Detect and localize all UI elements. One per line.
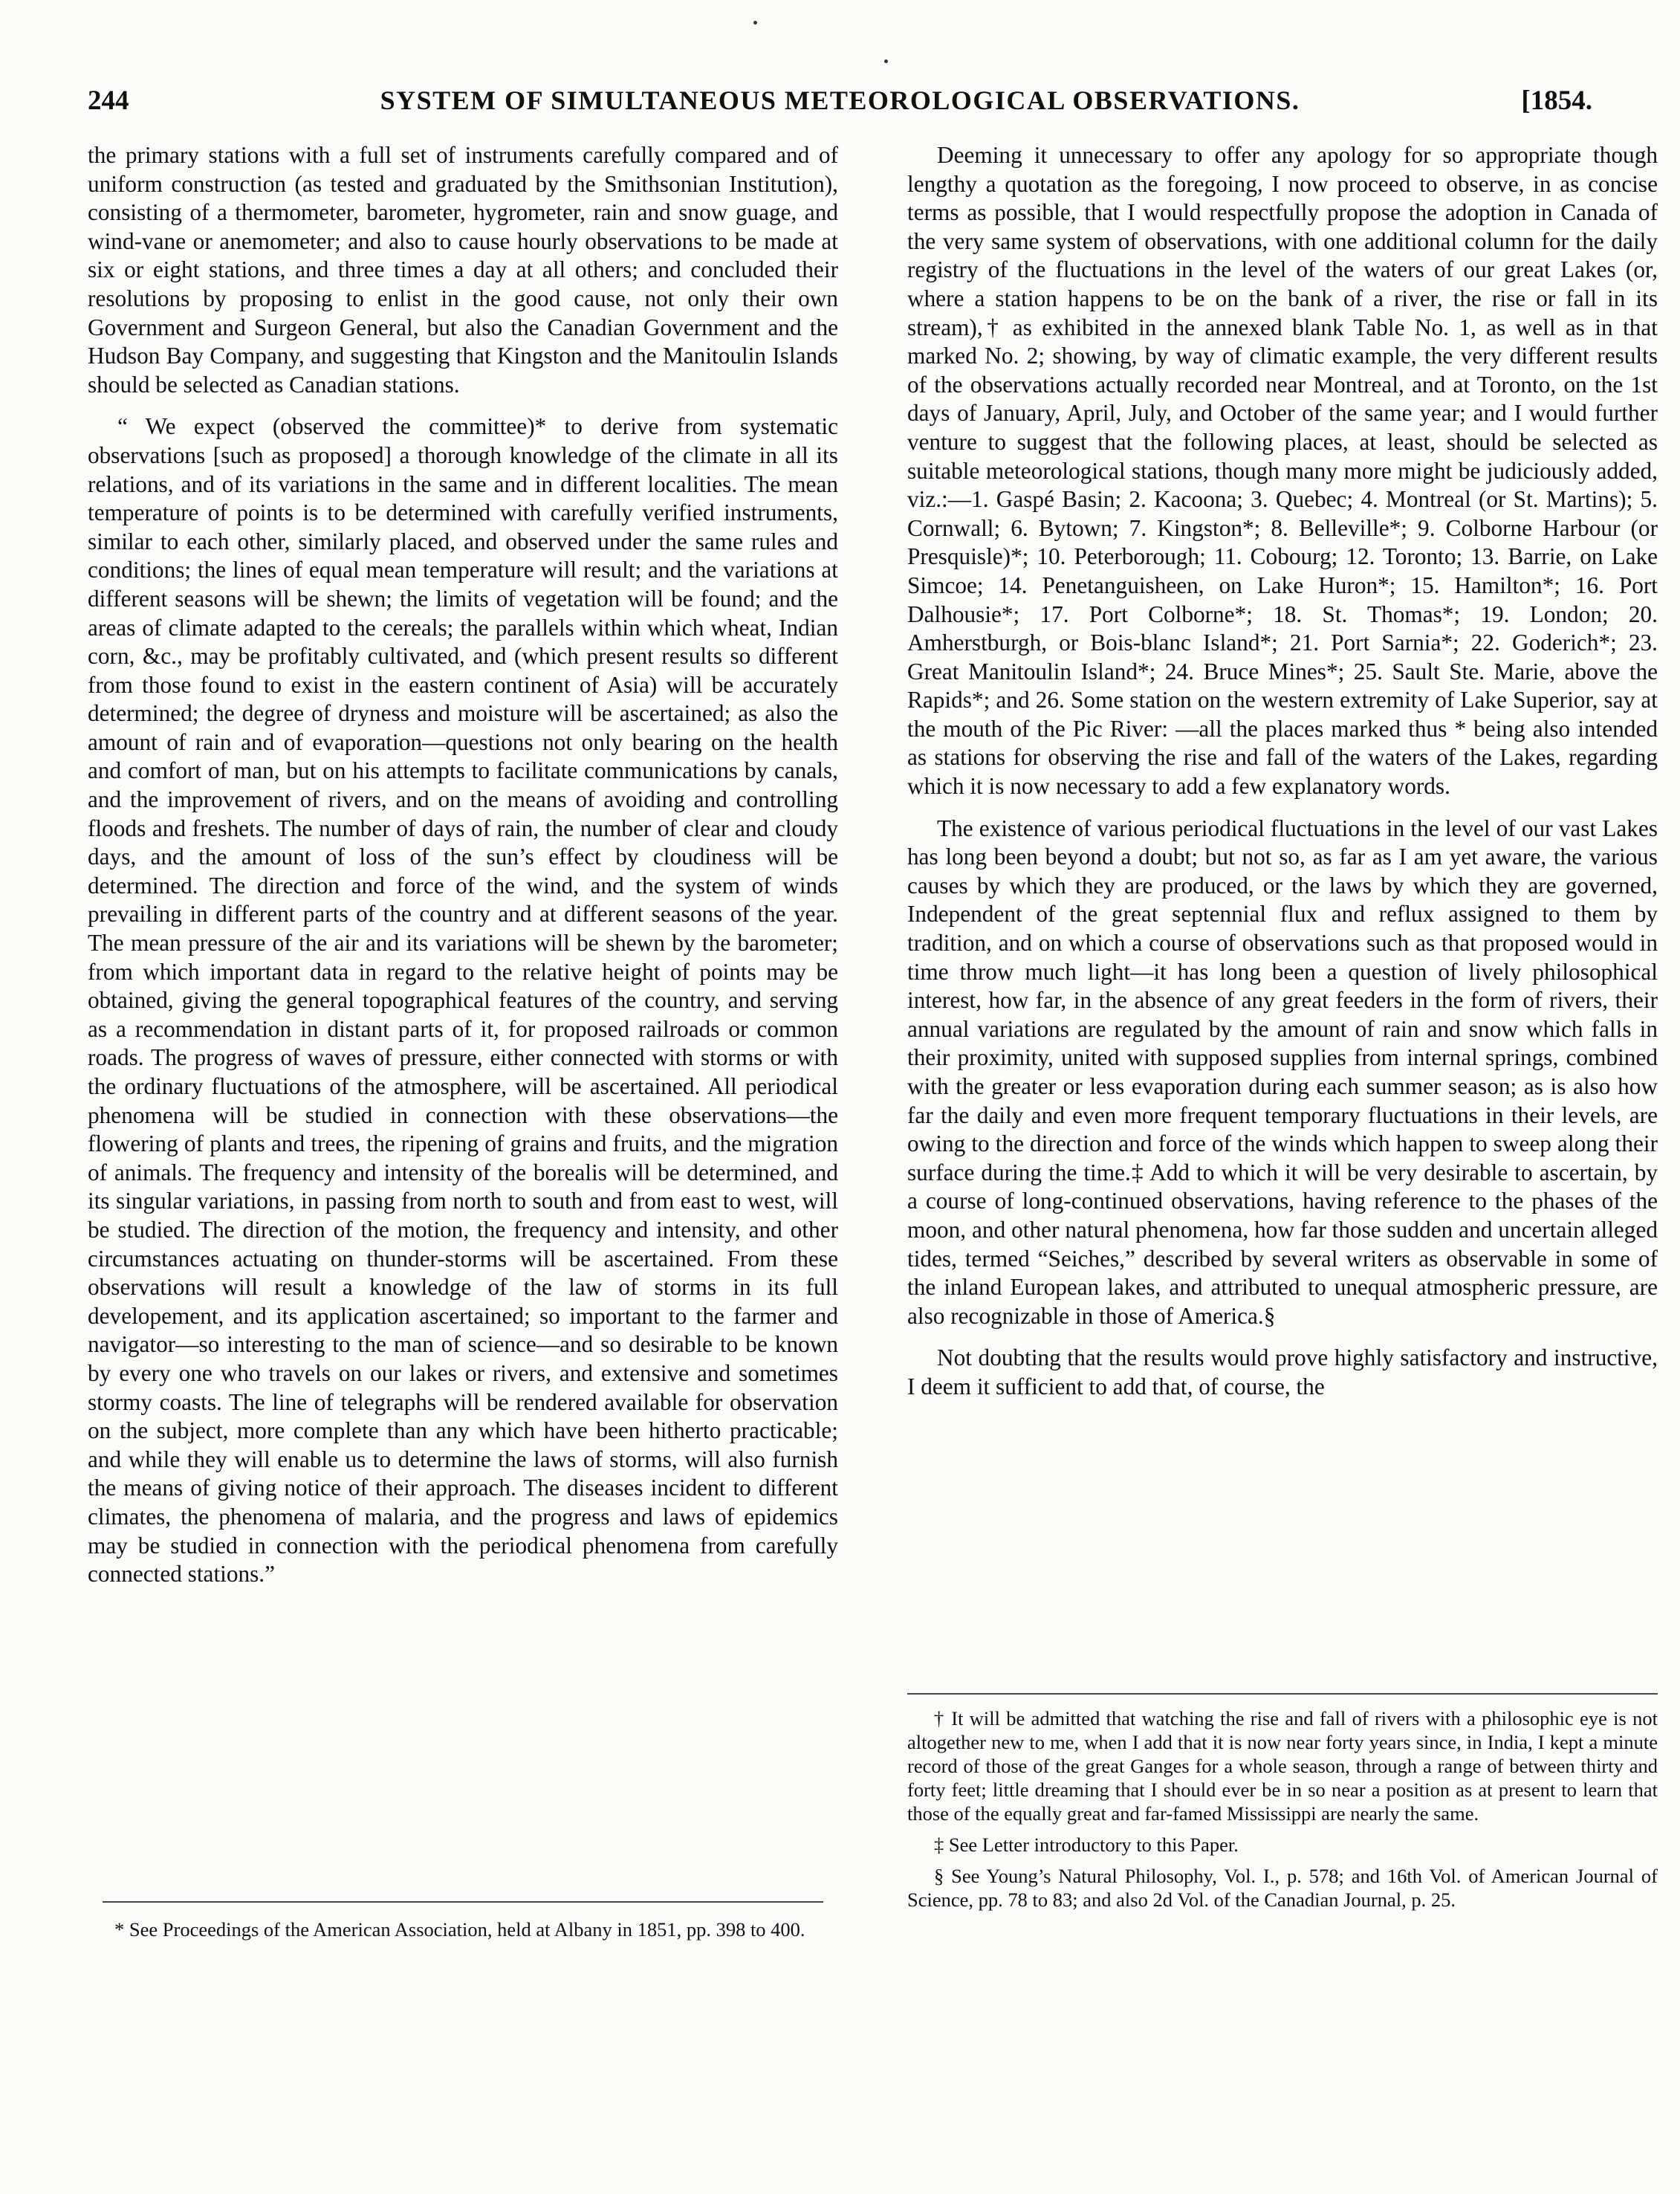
footnote: * See Proceedings of the American Association, held at Albany in 1851, pp. 398 to 400. xyxy=(114,1918,805,1941)
footnote: § See Young’s Natural Philosophy, Vol. I., p. 578; and 16th Vol. of American Journal of Science, pp. 78 to 83; and also 2d Vol. of the Canadian Journal, p. 25. xyxy=(907,1865,1658,1911)
running-title: SYSTEM OF SIMULTANEOUS METEOROLOGICAL OBSERVATIONS. xyxy=(380,85,1300,115)
left-column xyxy=(88,141,838,1589)
quotation-paragraph: “ We expect (observed the committee)* to derive from systematic observations [such as proposed] a thorough knowledge of the climate in all its relations, and of its variations in the same and in different localities. The mean temperature of points is to be determined with carefully verified instruments, similar to each other, similarly placed, and observed under the same rules and conditions; the lines of equal mean temperature will result; and the variations at different seasons will be shewn; the limits of vegetation will be found; and the areas of climate adapted to the cereals; the parallels within which wheat, Indian corn, &c., may be profitably cultivated, and (which present results so different from those found to exist in the eastern continent of Asia) will be accurately determined; the degree of dryness and moisture will be ascertained; as also the amount of rain and of evaporation—questions not only bearing on the health and comfort of man, but on his attempts to facilitate communications by canals, and the improvement of rivers, and on the means of avoiding and controlling floods and freshets. The number of days of rain, the number of clear and cloudy days, and the amount of loss of the sun’s effect by cloudiness will be determined. The direction and force of the wind, and the system of winds prevailing in different parts of the country and at different seasons of the year. The mean pressure of the air and its variations will be shewn by the barometer; from which important data in regard to the relative height of points may be obtained, giving the general topographical features of the country, and serving as a recommendation in distant parts of it, for proposed railroads or common roads. The progress of waves of pressure, either connected with storms or with the ordinary fluctuations of the atmosphere, will be ascertained. All periodical phenomena will be studied in connection with these observations—the flowering of plants and trees, the ripening of grains and fruits, and the migration of animals. The frequency and intensity of the borealis will be determined, and its singular variations, in passing from north to south and from east to west, will be studied. The direction of the motion, the frequency and intensity, and other circumstances actuating on thunder-storms will be ascertained. From these observations will result a knowledge of the law of storms in its full developement, and its application ascertained; so important to the farmer and navigator—so interesting to the man of science—and so desirable to be known by every one who travels on our lakes or rivers, and extensive and sometimes stormy coasts. The line of telegraphs will be rendered available for observation on the subject, more complete than any which have been hitherto practicable; and while they will enable us to determine the laws of storms, will also furnish the means of giving notice of their approach. The diseases incident to different climates, the phenomena of malaria, and the progress and laws of epidemics may be studied in connection with the periodical phenomena from carefully connected stations.” xyxy=(88,413,838,1588)
left-footnotes xyxy=(88,1918,838,1949)
body-paragraph: Not doubting that the results would prove highly satisfactory and instructive, I deem it sufficient to add that, of course, the xyxy=(907,1344,1658,1399)
body-paragraph: Deeming it unnecessary to offer any apology for so appropriate though lengthy a quotation as the foregoing, I now proceed to observe, in as concise terms as possible, that I would respectfully propose the adoption in Canada of the very same system of observations, with one additional column for the daily registry of the fluctuations in the level of the waters of our great Lakes (or, where a station happens to be on the bank of a river, the rise or fall in its stream),† as exhibited in the annexed blank Table No. 1, as well as in that marked No. 2; showing, by way of climatic example, the very different results of the observations actually recorded near Montreal, and at Toronto, on the 1st days of January, April, July, and October of the same year; and I would further venture to suggest that the following places, at least, should be selected as suitable meteorological stations, though many more might be judiciously added, viz.:—1. Gaspé Basin; 2. Kacoona; 3. Quebec; 4. Montreal (or St. Martins); 5. Cornwall; 6. Bytown; 7. Kingston*; 8. Belleville*; 9. Colborne Harbour (or Presquisle)*; 10. Peterborough; 11. Cobourg; 12. Toronto; 13. Barrie, on Lake Simcoe; 14. Penetanguisheen, on Lake Huron*; 15. Hamilton*; 16. Port Dalhousie*; 17. Port Colborne*; 18. St. Thomas*; 19. London; 20. Amherstburgh, or Bois-blanc Island*; 21. Port Sarnia*; 22. Goderich*; 23. Great Manitoulin Island*; 24. Bruce Mines*; 25. Sault Ste. Marie, above the Rapids*; and 26. Some station on the western extremity of Lake Superior, say at the mouth of the Pic River: —all the places marked thus * being also intended as stations for observing the rise and fall of the waters of the Lakes, regarding which it is now necessary to add a few explanatory words. xyxy=(907,142,1658,800)
body-paragraph: the primary stations with a full set of instruments carefully compared and of uniform construction (as tested and graduated by the Smithsonian Institution), consisting of a thermometer, barometer, hygrometer, rain and snow guage, and wind-vane or anemometer; and also to cause hourly observations to be made at six or eight stations, and three times a day at all others; and concluded their resolutions by proposing to enlist in the good cause, not only their own Government and Surgeon General, but also the Canadian Government and the Hudson Bay Company, and suggesting that Kingston and the Manitoulin Islands should be selected as Canadian stations. xyxy=(88,142,838,398)
footnote-rule xyxy=(103,1901,823,1903)
margin-speck xyxy=(753,21,757,25)
header-year: [1854. xyxy=(1521,85,1592,116)
footnote: ‡ See Letter introductory to this Paper. xyxy=(934,1834,1239,1856)
right-column xyxy=(907,141,1658,1402)
page-number: 244 xyxy=(88,85,129,116)
margin-speck xyxy=(884,59,888,63)
right-footnotes xyxy=(907,1706,1658,1919)
footnote-rule xyxy=(907,1693,1658,1695)
footnote: † It will be admitted that watching the rise and fall of rivers with a philosophic eye is not altogether new to me, when I add that it is now near forty years since, in India, I kept a minute record of those of the great Ganges for a whole season, through a range of between thirty and forty feet; little dreaming that I should ever be in so near a position as at present to learn that those of the equally great and far-famed Mississippi are nearly the same. xyxy=(907,1707,1658,1825)
running-header xyxy=(88,85,1592,129)
body-paragraph: The existence of various periodical fluctuations in the level of our vast Lakes has long been beyond a doubt; but not so, as far as I am yet aware, the various causes by which they are produced, or the laws by which they are governed, Independent of the great septennial flux and reflux assigned to them by tradition, and on which a course of observations such as that proposed would in time throw much light—it has long been a question of lively philosophical interest, how far, in the absence of any great feeders in the form of rivers, their annual variations are regulated by the amount of rain and snow which falls in their proximity, united with supposed supplies from internal springs, combined with the greater or less evaporation during each summer season; as is also how far the daily and even more frequent temporary fluctuations in their levels, are owing to the direction and force of the winds which happen to sweep along their surface during the time.‡ Add to which it will be very desirable to ascertain, by a course of long-continued observations, having reference to the phases of the moon, and other natural phenomena, how far those sudden and uncertain alleged tides, termed “Seiches,” described by several writers as observable in some of the inland European lakes, and attributed to unequal atmospheric pressure, are also recognizable in those of America.§ xyxy=(907,815,1658,1329)
